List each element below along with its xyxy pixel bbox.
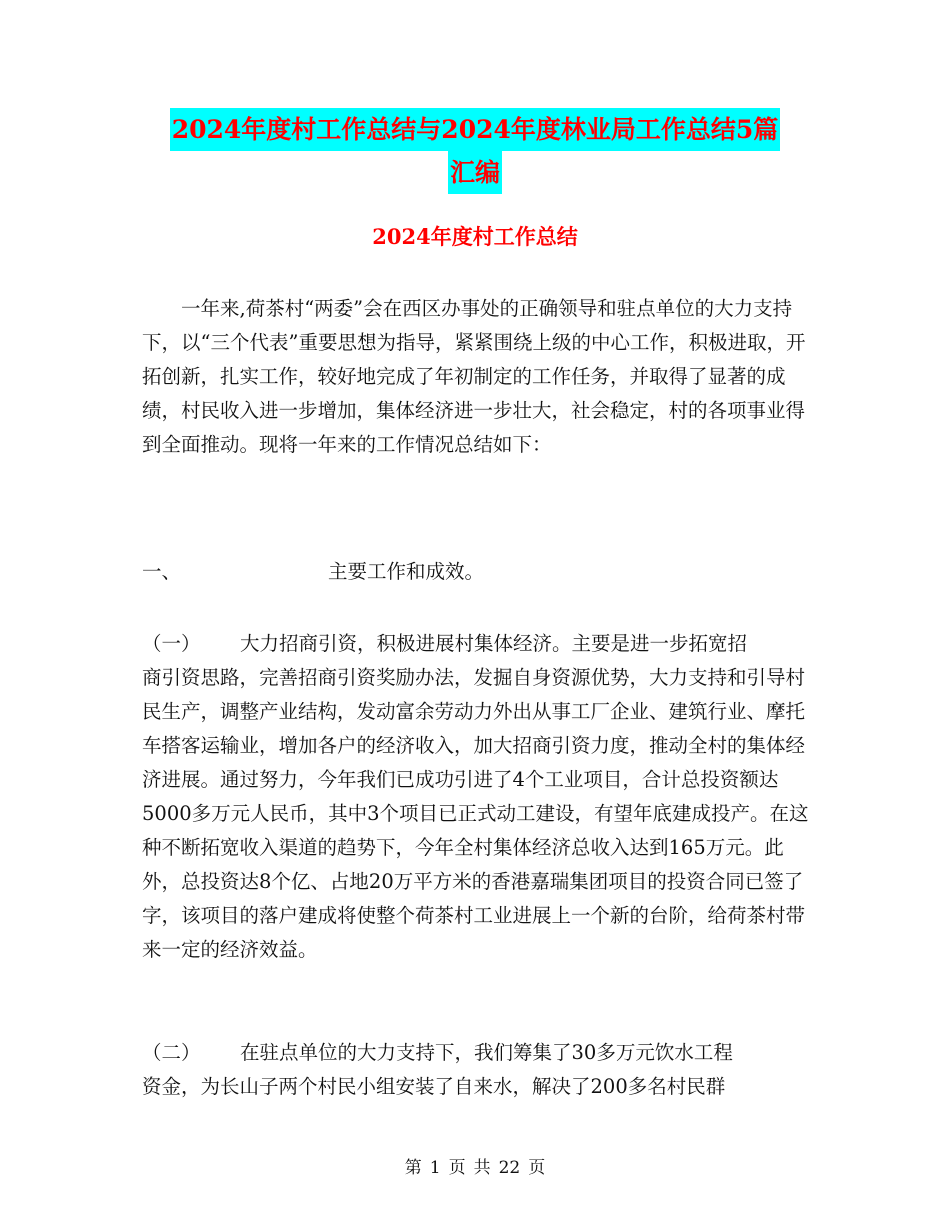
item-1-paragraph: 商引资思路，完善招商引资奖励办法，发掘自身资源优势，大力支持和引导村民生产，调整产业结构，发动富余劳动力外出从事工厂企业、建筑行业、摩托车搭客运输业，增加各户的经济收入，加大招商引资力度，推动全村的集体经济进展。通过努力，今年我们已成功引进了4个工业项目，合计总投资额达5000多万元人民币，其中3个项目已正式动工建设，有望年底建成投产。在这种不断拓宽收入渠道的趋势下，今年全村集体经济总收入达到165万元。此外，总投资达8个亿、占地20万平方米的香港嘉瑞集团项目的投资合同已签了字，该项目的落户建成将使整个荷茶村工业进展上一个新的台阶，给荷茶村带来一定的经济效益。 [142, 666, 809, 961]
item-1-first-line [142, 627, 812, 661]
page-footer [0, 1153, 950, 1178]
footer-total-unit: 页 [528, 1158, 546, 1178]
footer-page-label: 第 [404, 1158, 422, 1178]
document-title-line-2: 汇编 [448, 151, 502, 194]
section-1-title: 主要工作和成效。 [328, 560, 485, 583]
footer-page-unit: 页 [448, 1158, 466, 1178]
document-title-line-1-wrap [140, 108, 810, 151]
section-heading: 2024年度村工作总结 [372, 224, 578, 249]
section-1-heading [142, 555, 812, 589]
item-1-first-text: 大力招商引资，积极进展村集体经济。主要是进一步拓宽招 [240, 632, 748, 655]
item-1-number: （一） [142, 632, 201, 655]
footer-page-total: 22 [498, 1158, 521, 1178]
item-2-first-text: 在驻点单位的大力支持下，我们筹集了30多万元饮水工程 [240, 1041, 733, 1064]
item-2-number: （二） [142, 1041, 201, 1064]
section-1-number: 一、 [142, 560, 182, 583]
footer-page-current: 1 [429, 1158, 441, 1178]
item-2-paragraph: 资金，为长山子两个村民小组安装了自来水，解决了200多名村民群 [142, 1075, 726, 1098]
footer-total-label: 共 [473, 1158, 491, 1178]
item-2-first-line [142, 1036, 812, 1070]
intro-paragraph: 一年来,荷茶村“两委”会在西区办事处的正确领导和驻点单位的大力支持下，以“三个代表”重要思想为指导，紧紧围绕上级的中心工作，积极进取，开拓创新，扎实工作，较好地完成了年初制定的工作任务，并取得了显著的成绩，村民收入进一步增加，集体经济进一步壮大，社会稳定，村的各项事业得到全面推动。现将一年来的工作情况总结如下： [142, 297, 806, 456]
document-title-line-1: 2024年度村工作总结与2024年度林业局工作总结5篇 [170, 108, 781, 151]
document-title-line-2-wrap [140, 151, 810, 194]
